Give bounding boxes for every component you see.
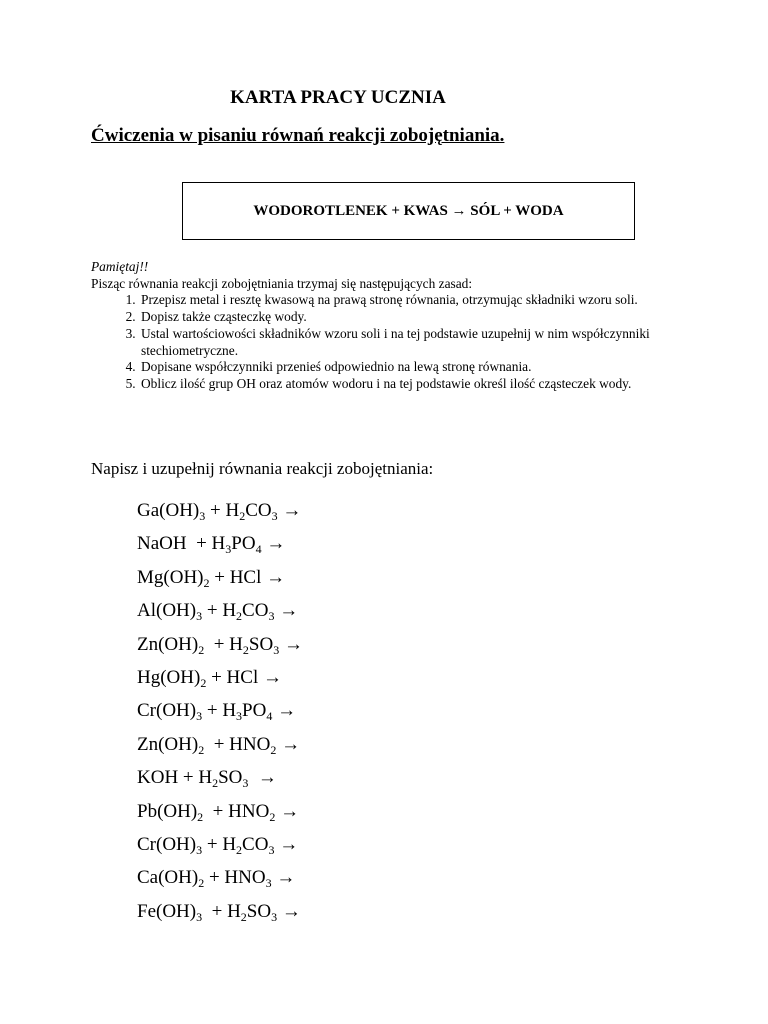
- equation: $Hg(OH)_2$ + HCl →: [137, 666, 282, 690]
- equation: $Al(OH)_3 + H_2CO_3$ →: [137, 600, 299, 624]
- equation: $Cr(OH)_3 + H_2CO_3$ →: [137, 833, 299, 857]
- equation: NaOH + $H_3PO_4$ →: [137, 533, 286, 557]
- equations-list: [137, 497, 303, 931]
- equation: $Cr(OH)_3 + H_3PO_4$ →: [137, 700, 297, 724]
- rule-item: 5. Oblicz ilość grup OH oraz atomów wodoru i na tej podstawie określ ilość cząsteczek wody.: [139, 376, 681, 393]
- rule-item: 4. Dopisane współczynniki przenieś odpowiednio na lewą stronę równania.: [139, 359, 681, 376]
- rule-item: 2. Dopisz także cząsteczkę wody.: [139, 309, 681, 326]
- equation: $Ga(OH)_3 + H_2CO_3$ →: [137, 500, 302, 523]
- equation: KOH + $H_2SO_3$ →: [137, 767, 277, 791]
- reminder-label: Pamiętaj!!: [91, 259, 149, 274]
- rule-item: 1. Przepisz metal i resztę kwasową na prawą stronę równania, otrzymując składniki wzoru soli.: [139, 292, 681, 309]
- page-subtitle: Ćwiczenia w pisaniu równań reakcji zobojętniania.: [91, 125, 505, 146]
- equation: $Mg(OH)_2$ + HCl →: [137, 566, 286, 590]
- reminder-intro: Pisząc równania reakcji zobojętniania trzymaj się następujących zasad:: [91, 275, 473, 291]
- reminder-section: [91, 259, 681, 393]
- rules-list: [91, 292, 681, 392]
- general-formula: WODOROTLENEK + KWAS → SÓL + WODA: [253, 202, 564, 219]
- equation: $Pb(OH)_2 + HNO_2$ →: [137, 800, 300, 824]
- equation: $Fe(OH)_3 + H_2SO_3$ →: [137, 900, 301, 924]
- general-formula-box: [182, 182, 635, 240]
- equation: $Ca(OH)_2 + HNO_3$ →: [137, 867, 296, 891]
- rule-item: 3. Ustal wartościowości składników wzoru soli i na tej podstawie uzupełnij w nim współczynniki stechiometryczne.: [139, 326, 681, 359]
- page-title: KARTA PRACY UCZNIA: [230, 87, 446, 108]
- equation: $Zn(OH)_2 + H_2SO_3$ →: [137, 633, 303, 657]
- task-instruction: Napisz i uzupełnij równania reakcji zobojętniania:: [91, 459, 434, 478]
- equation: $Zn(OH)_2 + HNO_2$ →: [137, 733, 301, 757]
